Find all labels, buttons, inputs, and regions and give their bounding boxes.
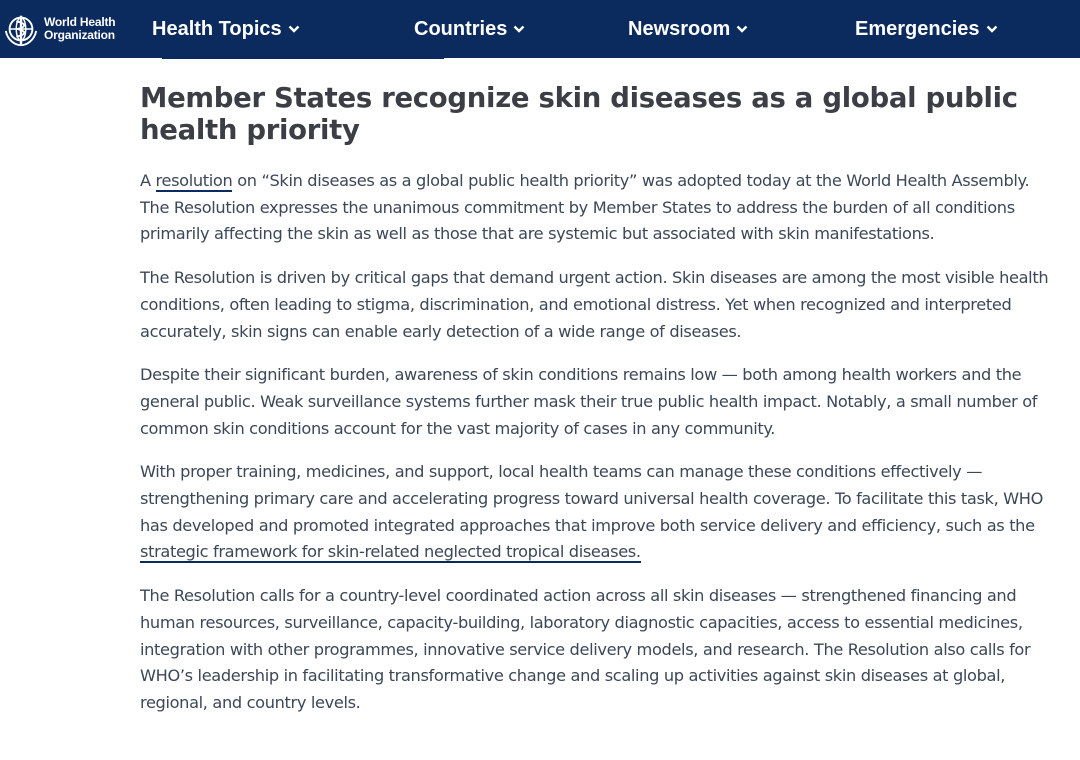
chevron-down-icon bbox=[513, 25, 525, 33]
nav-label: Health Topics bbox=[152, 17, 282, 40]
nav-emergencies[interactable] bbox=[855, 0, 998, 58]
chevron-down-icon bbox=[986, 25, 998, 33]
paragraph-3: Despite their significant burden, awareness of skin conditions remains low — both among health workers and the general public. Weak surveillance systems further mask their true public health impact. Notably, a small number of common skin conditions account for the vast majority of cases in any community. bbox=[140, 365, 1038, 438]
nav-newsroom[interactable] bbox=[628, 0, 748, 58]
paragraph-4-text: With proper training, medicines, and support, local health teams can manage these conditions effectively — strengthening primary care and accelerating progress toward universal health coverage. To facilitate this task, WHO has developed and promoted integrated approaches that improve both service delivery and efficiency, such as the bbox=[140, 462, 1044, 535]
article-body bbox=[140, 82, 1060, 734]
nav-label: Newsroom bbox=[628, 17, 731, 40]
logo-line-2: Organization bbox=[44, 28, 115, 42]
nav-underline-divider bbox=[162, 56, 444, 59]
resolution-link[interactable]: resolution bbox=[155, 171, 233, 190]
nav-countries[interactable] bbox=[414, 0, 525, 58]
paragraph-4 bbox=[140, 459, 1060, 566]
paragraph-1 bbox=[140, 168, 1060, 248]
paragraph-5: The Resolution calls for a country-level coordinated action across all skin diseases — strengthened financing and human resources, surveillance, capacity-building, laboratory diagnostic capacities, access to essential medicines, integration with other programmes, innovative service delivery models, and research. The Resolution also calls for WHO’s leadership in facilitating transformative change and scaling up activities against skin diseases at global, regional, and country levels. bbox=[140, 586, 1031, 712]
logo-wordmark bbox=[44, 16, 126, 42]
who-logo[interactable] bbox=[2, 10, 126, 48]
strategic-framework-link[interactable]: strategic framework for skin-related neglected tropical diseases. bbox=[140, 542, 641, 562]
paragraph-1-text: on “Skin diseases as a global public health priority” was adopted today at the World Health Assembly. The Resolution expresses the unanimous commitment by Member States to address the burden of all conditions primarily affecting the skin as well as those that are systemic but associated with skin manifestations. bbox=[140, 171, 1030, 244]
paragraph-2: The Resolution is driven by critical gaps that demand urgent action. Skin diseases are among the most visible health conditions, often leading to stigma, discrimination, and emotional distress. Yet when recognized and interpreted accurately, skin signs can enable early detection of a wide range of diseases. bbox=[140, 268, 1049, 341]
article-title: Member States recognize skin diseases as a global public health priority bbox=[140, 82, 1018, 146]
nav-health-topics[interactable] bbox=[152, 0, 300, 58]
logo-line-1: World Health bbox=[44, 15, 116, 29]
chevron-down-icon bbox=[736, 25, 748, 33]
paragraph-1-lead: A bbox=[140, 171, 151, 190]
top-navigation-bar bbox=[0, 0, 1080, 58]
who-emblem-icon bbox=[2, 10, 40, 48]
nav-label: Countries bbox=[414, 17, 508, 40]
nav-label: Emergencies bbox=[855, 17, 980, 40]
chevron-down-icon bbox=[288, 25, 300, 33]
